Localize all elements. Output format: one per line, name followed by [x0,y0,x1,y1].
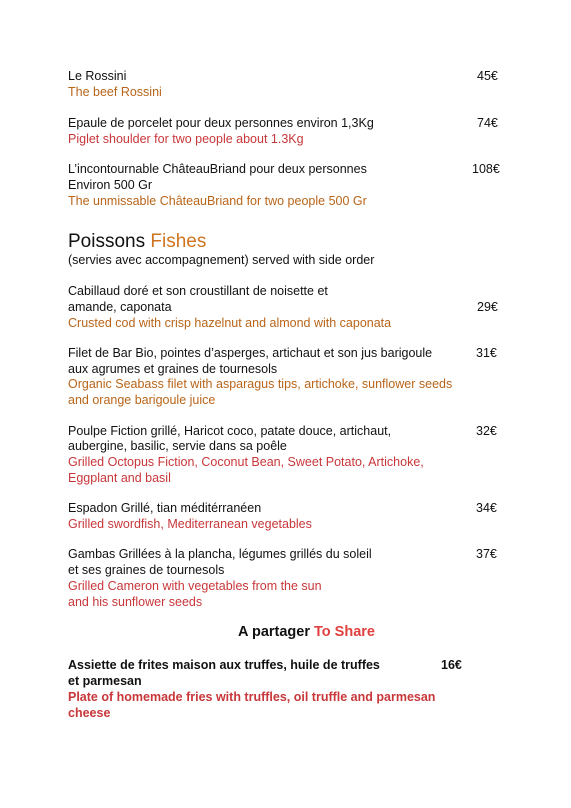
item-name-en: Eggplant and basil [68,471,171,485]
item-price: 34€ [476,501,497,515]
item-price: 37€ [476,547,497,561]
item-name-fr: amande, caponata [68,300,172,314]
section-title-fr: A partager [238,624,310,640]
item-price: 45€ [477,69,498,83]
item-name-en: Piglet shoulder for two people about 1.3Kg [68,132,304,146]
item-name-en: The unmissable ChâteauBriand for two people 500 Gr [68,194,367,208]
item-name-en: cheese [68,706,111,720]
item-name-en: and his sunflower seeds [68,595,203,609]
item-name-fr: Epaule de porcelet pour deux personnes environ 1,3Kg [68,116,374,130]
item-name-fr: Assiette de frites maison aux truffes, huile de truffes [68,658,380,672]
item-name-fr: Poulpe Fiction grillé, Haricot coco, patate douce, artichaut, [68,424,392,438]
item-name-en: and orange barigoule juice [68,393,216,407]
item-name-fr: aubergine, basilic, servie dans sa poêle [68,439,287,453]
item-name-fr: Le Rossini [68,69,127,83]
item-price: 108€ [472,162,500,176]
section-title-share [238,623,375,641]
item-name-fr: Cabillaud doré et son croustillant de noisette et [68,284,328,298]
section-subtitle: (servies avec accompagnement) served with side order [68,253,375,267]
item-name-fr: et parmesan [68,674,142,688]
item-name-fr: Espadon Grillé, tian méditérranéen [68,501,262,515]
item-price: 16€ [441,658,462,672]
item-name-fr: Gambas Grillées à la plancha, légumes grillés du soleil [68,547,372,561]
item-price: 31€ [476,346,497,360]
item-name-en: Grilled Cameron with vegetables from the sun [68,579,322,593]
item-name-en: Organic Seabass filet with asparagus tips, artichoke, sunflower seeds [68,377,453,391]
item-name-fr: Environ 500 Gr [68,178,153,192]
section-title-en: To Share [314,624,375,640]
item-price: 32€ [476,424,497,438]
item-name-fr: et ses graines de tournesols [68,563,225,577]
section-title-fr: Poissons [68,231,146,252]
item-name-fr: L’incontournable ChâteauBriand pour deux personnes [68,162,367,176]
item-name-fr: Filet de Bar Bio, pointes d’asperges, artichaut et son jus barigoule [68,346,433,360]
section-title-en: Fishes [150,231,207,252]
item-name-en: Grilled Octopus Fiction, Coconut Bean, Sweet Potato, Artichoke, [68,455,424,469]
item-name-en: Plate of homemade fries with truffles, oil truffle and parmesan [68,690,436,704]
section-title-fishes [68,231,206,253]
item-name-en: The beef Rossini [68,85,162,99]
item-price: 29€ [477,300,498,314]
item-price: 74€ [477,116,498,130]
item-name-en: Crusted cod with crisp hazelnut and almond with caponata [68,316,392,330]
item-name-fr: aux agrumes et graines de tournesols [68,362,278,376]
item-name-en: Grilled swordfish, Mediterranean vegetables [68,517,312,531]
